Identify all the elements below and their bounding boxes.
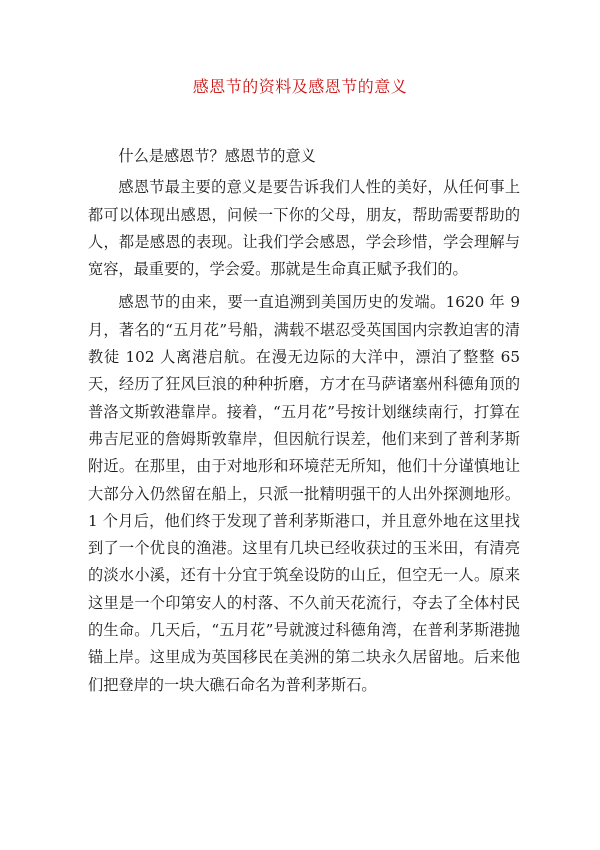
document-body bbox=[88, 143, 520, 705]
section-heading: 什么是感恩节？感恩节的意义 bbox=[118, 147, 316, 165]
paragraph-meaning: 感恩节最主要的意义是要告诉我们人性的美好，从任何事上都可以体现出感恩，问候一下你的父母，朋友，帮助需要帮助的人，都是感恩的表现。让我们学会感恩，学会珍惜，学会理解与宽容，最重要的，学会爱。那就是生命真正赋予我们的。 bbox=[88, 178, 520, 279]
document-title: 感恩节的资料及感恩节的意义 bbox=[192, 77, 408, 96]
paragraph-origin: 感恩节的由来，要一直追溯到美国历史的发端。1620 年 9 月，著名的“五月花”号船，满载不堪忍受英国国内宗教迫害的清教徒 102 人离港启航。在漫无边际的大洋中，漂泊了整整 65 天，经历了狂风巨浪的种种折磨，方才在马萨诸塞州科德角顶的普洛文斯敦港靠岸。接着，“五月花”号按计划继续南行，打算在弗吉尼亚的詹姆斯敦靠岸，但因航行误差，他们来到了普利茅斯附近。在那里，由于对地形和环境茫无所知，他们十分谨慎地让大部分入仍然留在船上，只派一批精明强干的人出外探测地形。1 个月后，他们终于发现了普利茅斯港口，并且意外地在这里找到了一个优良的渔港。这里有几块已经收获过的玉米田，有清亮的淡水小溪，还有十分宜于筑垒设防的山丘，但空无一人。原来这里是一个印第安人的村落、不久前天花流行，夺去了全体村民的生命。几天后，“五月花”号就渡过科德角湾，在普利茅斯港抛锚上岸。这里成为英国移民在美洲的第二块永久居留地。后来他们把登岸的一块大礁石命名为普利茅斯石。 bbox=[88, 293, 520, 694]
